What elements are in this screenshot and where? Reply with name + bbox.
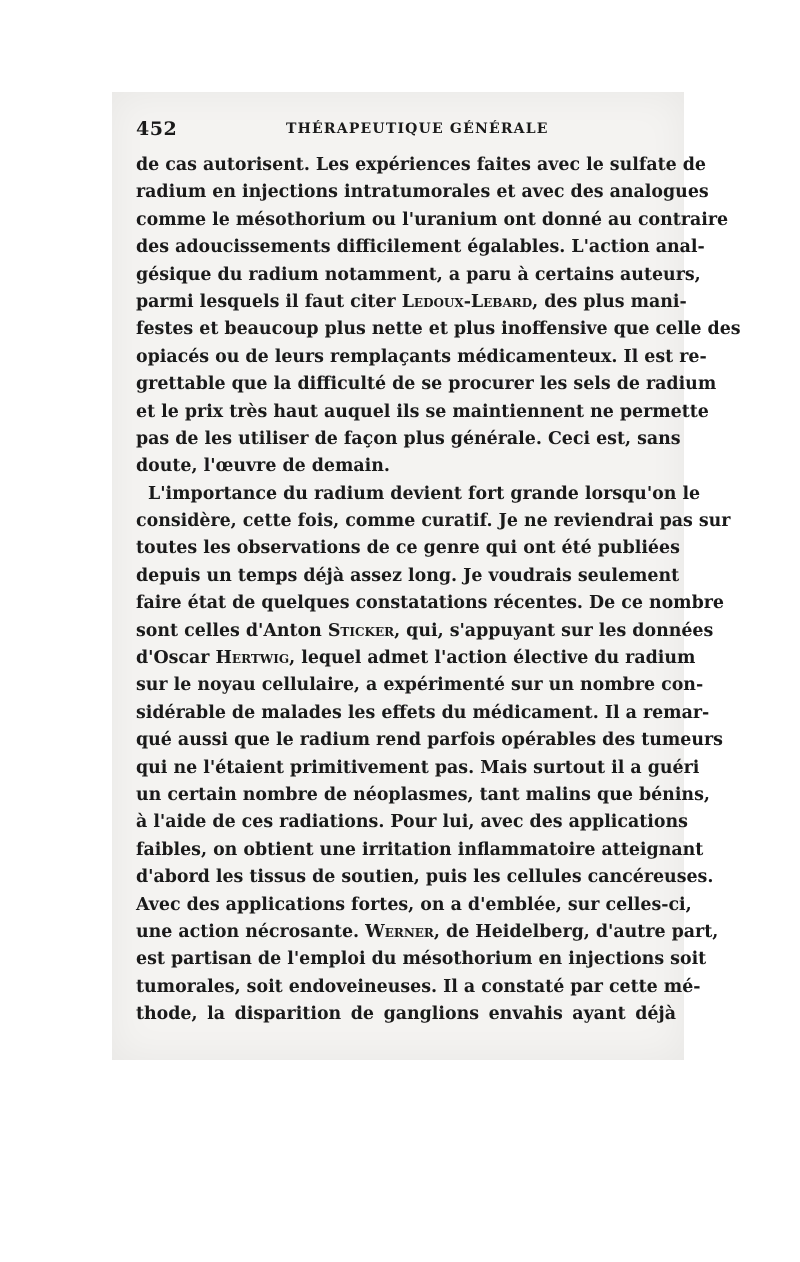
text-line: qui ne l'étaient primitivement pas. Mais surtout il a guéri <box>136 757 700 778</box>
text-fragment: parmi lesquels il faut citer <box>136 291 402 312</box>
text-line: comme le mésothorium ou l'uranium ont donné au contraire <box>136 209 729 230</box>
text-fragment: d'Oscar <box>136 648 216 669</box>
text-line: et le prix très haut auquel ils se maintiennent ne permette <box>136 401 709 422</box>
text-line: est partisan de l'emploi du mésothorium en injections soit <box>136 949 707 970</box>
text-line: faire état de quelques constatations récentes. De ce nombre <box>136 593 724 614</box>
page-header <box>136 118 678 142</box>
author-name: Hertwig <box>215 648 290 669</box>
text-line: un certain nombre de néoplasmes, tant malins que bénins, <box>136 784 710 805</box>
author-name: Werner <box>365 921 434 942</box>
text-fragment: , des plus mani- <box>532 291 687 312</box>
text-line: opiacés ou de leurs remplaçants médicamenteux. Il est re- <box>136 346 707 367</box>
text-line: considère, cette fois, comme curatif. Je ne reviendrai pas sur <box>136 511 731 532</box>
author-name: Sticker <box>327 620 395 641</box>
text-line <box>136 618 714 645</box>
text-line: grettable que la difficulté de se procurer les sels de radium <box>136 374 717 395</box>
running-title: THÉRAPEUTIQUE GÉNÉRALE <box>286 121 549 137</box>
text-line: qué aussi que le radium rend parfois opérables des tumeurs <box>136 730 723 751</box>
text-line: L'importance du radium devient fort grande lorsqu'on le <box>148 483 701 504</box>
text-line: radium en injections intratumorales et avec des analogues <box>136 182 709 203</box>
author-name: Ledoux-Lebard <box>401 291 533 312</box>
text-line: toutes les observations de ce genre qui ont été publiées <box>136 538 680 559</box>
paragraph-2 <box>136 481 731 1029</box>
text-line: depuis un temps déjà assez long. Je voudrais seulement <box>136 565 680 586</box>
body-text <box>136 152 741 1029</box>
text-line: sidérable de malades les effets du médicament. Il a remar- <box>136 702 710 723</box>
text-line: sur le noyau cellulaire, a expérimenté sur un nombre con- <box>136 675 704 696</box>
text-line: festes et beaucoup plus nette et plus inoffensive que celle des <box>136 319 741 340</box>
text-fragment: une action nécrosante. <box>136 921 366 942</box>
text-line: Avec des applications fortes, on a d'emblée, sur celles-ci, <box>136 894 692 915</box>
text-line: thode, la disparition de ganglions envahis ayant déjà <box>136 1004 676 1025</box>
text-line: à l'aide de ces radiations. Pour lui, avec des applications <box>136 812 688 833</box>
text-line <box>136 289 687 316</box>
text-line <box>136 645 696 672</box>
text-line <box>136 919 719 946</box>
text-line: doute, l'œuvre de demain. <box>136 456 390 477</box>
page-number: 452 <box>136 118 178 140</box>
text-line: faibles, on obtient une irritation inflammatoire atteignant <box>136 839 704 860</box>
text-line: d'abord les tissus de soutien, puis les cellules cancéreuses. <box>136 867 714 888</box>
text-fragment: , lequel admet l'action élective du radium <box>289 648 696 669</box>
text-line: gésique du radium notamment, a paru à certains auteurs, <box>136 264 701 285</box>
text-fragment: sont celles d'Anton <box>136 620 328 641</box>
text-line: tumorales, soit endoveineuses. Il a constaté par cette mé- <box>136 976 701 997</box>
text-line: des adoucissements difficilement égalables. L'action anal- <box>136 237 705 258</box>
text-line: de cas autorisent. Les expériences faites avec le sulfate de <box>136 155 706 175</box>
text-fragment: , qui, s'appuyant sur les données <box>394 620 714 641</box>
text-fragment: , de Heidelberg, d'autre part, <box>433 921 719 942</box>
paragraph-1 <box>136 152 741 481</box>
text-line: pas de les utiliser de façon plus générale. Ceci est, sans <box>136 428 681 449</box>
